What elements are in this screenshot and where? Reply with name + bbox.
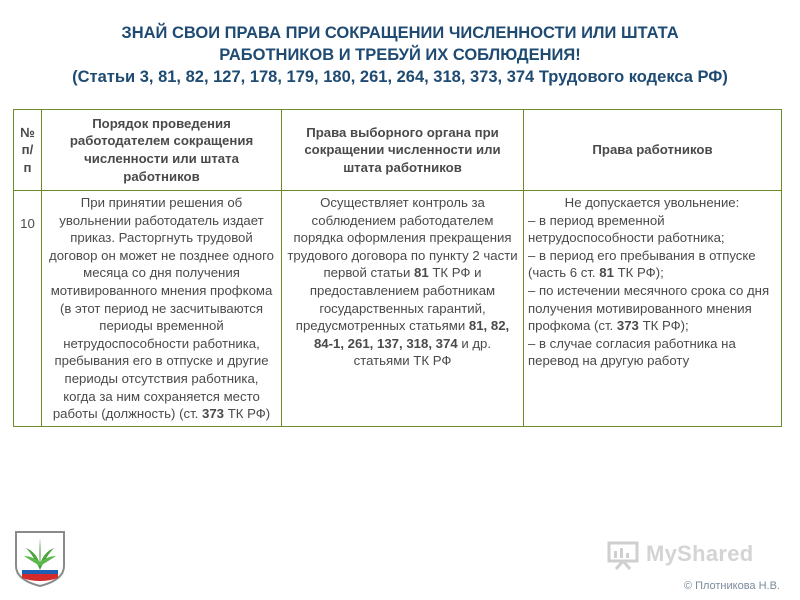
union-text-3: и др. статьями ТК РФ bbox=[353, 335, 492, 369]
worker-right-item: – в случае согласия работника на перевод на другую работу bbox=[528, 335, 736, 369]
union-articles-2: 81, 82, 84-1, 261, 137, 318, 374 bbox=[313, 318, 510, 351]
watermark-text: MyShared bbox=[646, 541, 754, 566]
procedure-article: 373 bbox=[202, 406, 225, 422]
worker-rights-intro: Не допускается увольнение: bbox=[564, 195, 740, 210]
trade-union-logo-icon bbox=[12, 526, 68, 588]
page-title bbox=[0, 22, 800, 88]
procedure-cell bbox=[42, 191, 282, 427]
procedure-text: При принятии решения об увольнении работодатель издает приказ. Расторгнуть трудовой договор он может не позднее одного месяца со дня получения мотивированного мнения профкома (в этот период не засчитываются периоды временной нетрудоспособности работника, пребывания его в отпуске и другие периоды отсутствия работника, когда за ним сохраняется место работы (должность) (ст. bbox=[49, 195, 274, 422]
worker-right-text-end: ТК РФ); bbox=[617, 265, 664, 281]
table-row bbox=[14, 191, 782, 427]
worker-right-text: – в период его пребывания в отпуске (часть 6 ст. bbox=[528, 247, 756, 281]
worker-right-article: 81 bbox=[599, 265, 614, 281]
union-text-2: ТК РФ и предоставлением работникам государственных гарантий, предусмотренных статьями bbox=[295, 265, 496, 334]
worker-right-item bbox=[528, 247, 776, 282]
worker-right-item: – в период временной нетрудоспособности работника; bbox=[528, 212, 725, 246]
worker-right-item bbox=[528, 282, 776, 335]
title-line-1: ЗНАЙ СВОИ ПРАВА ПРИ СОКРАЩЕНИИ ЧИСЛЕННОСТИ ИЛИ ШТАТА bbox=[121, 24, 679, 42]
header-num: № п/п bbox=[14, 110, 42, 191]
union-rights-cell bbox=[282, 191, 524, 427]
header-worker-rights: Права работников bbox=[524, 110, 782, 191]
copyright: © Плотникова Н.В. bbox=[683, 580, 780, 592]
presentation-board-icon bbox=[606, 537, 640, 571]
header-union-rights: Права выборного органа при сокращении численности или штата работников bbox=[282, 110, 524, 191]
procedure-text-end: ТК РФ) bbox=[227, 406, 271, 422]
rights-table bbox=[13, 109, 782, 427]
union-article-1: 81 bbox=[414, 265, 429, 281]
worker-right-text: – по истечении месячного срока со дня получения мотивированного мнения профкома (ст. bbox=[528, 282, 770, 334]
title-line-2: РАБОТНИКОВ И ТРЕБУЙ ИХ СОБЛЮДЕНИЯ! bbox=[219, 46, 581, 64]
worker-right-text-end: ТК РФ); bbox=[642, 318, 689, 334]
worker-right-article: 373 bbox=[616, 318, 639, 334]
title-line-3: (Статьи 3, 81, 82, 127, 178, 179, 180, 261, 264, 318, 373, 374 Трудового кодекса РФ) bbox=[72, 68, 728, 86]
header-procedure: Порядок проведения работодателем сокращения численности или штата работников bbox=[42, 110, 282, 191]
union-text-1: Осуществляет контроль за соблюдением работодателем порядка оформления прекращения трудового договора по пункту 2 части первой статьи bbox=[287, 195, 518, 281]
row-num: 10 bbox=[14, 191, 42, 427]
worker-rights-cell bbox=[524, 191, 782, 427]
watermark bbox=[606, 534, 754, 574]
table-header-row bbox=[14, 110, 782, 191]
